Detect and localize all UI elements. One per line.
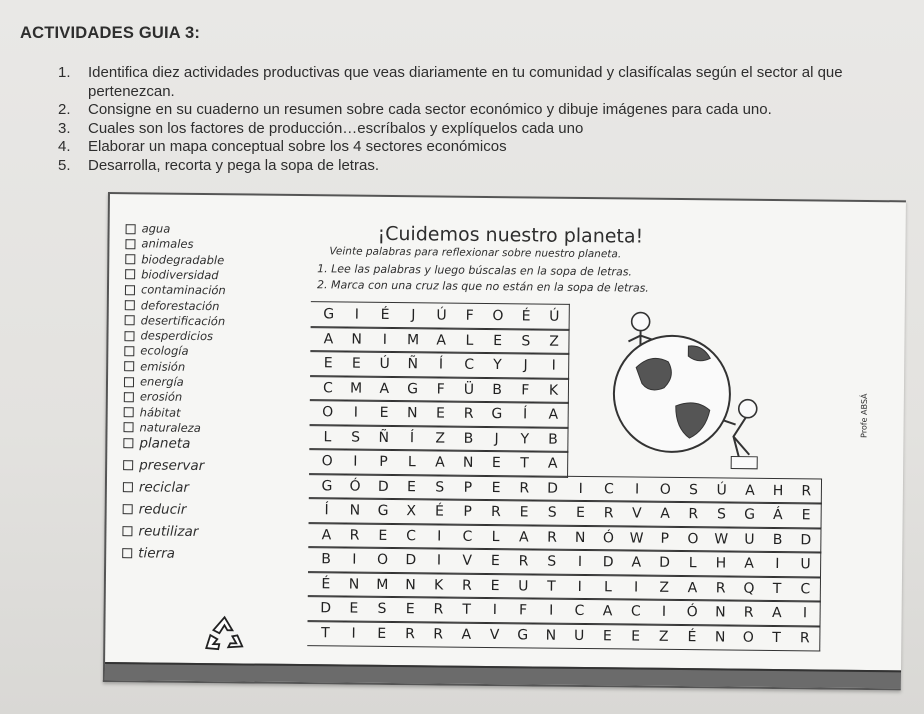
word-list-label: preservar — [139, 457, 205, 475]
word-list-item — [123, 501, 187, 518]
instructions-list — [58, 64, 858, 175]
grid-letter[interactable]: D — [320, 600, 332, 617]
grid-letter[interactable]: Í — [324, 502, 329, 519]
grid-letter[interactable]: R — [518, 553, 529, 570]
grid-letter[interactable]: D — [547, 480, 558, 497]
word-list-label: desperdicios — [140, 328, 214, 344]
word-list-item — [123, 420, 200, 435]
grid-letter[interactable]: D — [800, 531, 812, 548]
grid-letter[interactable]: Ú — [716, 481, 727, 498]
instruction-item — [58, 157, 858, 176]
instruction-text: Desarrolla, recorta y pega la sopa de letras. — [88, 156, 379, 174]
grid-letter[interactable]: N — [349, 502, 361, 519]
grid-letter[interactable]: L — [688, 555, 697, 572]
grid-letter[interactable]: I — [551, 357, 556, 374]
word-list-label: hábitat — [139, 404, 181, 420]
grid-letter[interactable]: T — [462, 601, 472, 618]
grid-letter[interactable]: Ñ — [407, 356, 419, 373]
grid-letter[interactable]: B — [463, 430, 474, 447]
checkbox-icon[interactable] — [124, 377, 134, 387]
grid-letter[interactable]: D — [377, 478, 389, 495]
grid-letter[interactable]: Í — [409, 429, 415, 446]
grid-letter[interactable]: S — [377, 600, 387, 617]
grid-letter[interactable]: T — [772, 629, 781, 646]
grid-letter[interactable]: É — [687, 628, 697, 645]
word-list-label: deforestación — [140, 297, 220, 313]
word-list-label: erosión — [139, 389, 183, 405]
grid-letter[interactable]: S — [351, 429, 361, 446]
word-list-item — [125, 252, 224, 267]
grid-letter[interactable]: Z — [435, 429, 446, 447]
grid-letter[interactable]: E — [602, 627, 612, 644]
word-list-item — [123, 457, 204, 474]
checkbox-icon[interactable] — [123, 504, 133, 514]
grid-letter[interactable]: L — [603, 578, 612, 595]
grid-letter[interactable]: J — [523, 357, 528, 374]
checkbox-icon[interactable] — [124, 392, 134, 402]
grid-letter[interactable]: R — [603, 505, 614, 522]
grid-letter[interactable]: O — [321, 453, 333, 470]
grid-letter[interactable]: K — [548, 382, 559, 399]
grid-letter[interactable]: V — [631, 505, 642, 522]
grid-letter[interactable]: A — [660, 505, 670, 522]
grid-letter[interactable]: É — [380, 306, 390, 323]
word-list-item — [122, 523, 198, 540]
grid-letter[interactable]: A — [631, 554, 642, 571]
grid-letter[interactable]: Á — [772, 506, 783, 524]
grid-letter[interactable]: A — [547, 455, 558, 472]
grid-letter[interactable]: A — [436, 331, 447, 349]
grid-letter[interactable]: M — [376, 576, 389, 593]
checkbox-icon[interactable] — [125, 239, 135, 249]
grid-letter[interactable]: Í — [522, 406, 528, 423]
grid-letter[interactable]: A — [323, 330, 334, 347]
grid-letter[interactable]: R — [801, 482, 812, 499]
checkbox-icon[interactable] — [122, 548, 132, 558]
grid-letter[interactable]: O — [659, 481, 671, 498]
word-list-label: ecología — [140, 343, 189, 359]
word-list-label: reducir — [138, 501, 187, 519]
grid-letter[interactable]: M — [406, 331, 420, 348]
grid-letter[interactable]: R — [519, 479, 530, 496]
grid-letter[interactable]: D — [602, 554, 614, 571]
grid-letter[interactable]: N — [715, 604, 726, 621]
grid-letter[interactable]: I — [802, 605, 808, 622]
grid-letter[interactable]: C — [464, 356, 475, 373]
word-list-label: planeta — [139, 435, 191, 453]
grid-letter[interactable]: E — [631, 628, 641, 645]
grid-letter[interactable]: A — [602, 603, 613, 620]
grid-letter[interactable]: Ú — [379, 355, 390, 372]
grid-letter[interactable]: O — [742, 629, 754, 646]
checkbox-icon[interactable] — [124, 346, 134, 356]
grid-letter[interactable]: G — [407, 380, 419, 397]
checkbox-icon[interactable] — [125, 315, 135, 325]
grid-letter[interactable]: R — [349, 527, 360, 544]
instruction-item — [58, 120, 858, 139]
grid-letter[interactable]: W — [714, 530, 729, 548]
checkbox-icon[interactable] — [124, 331, 134, 341]
grid-letter[interactable]: S — [435, 478, 445, 496]
word-list-label: contaminación — [140, 282, 226, 298]
grid-letter[interactable]: U — [573, 627, 585, 644]
grid-letter[interactable]: H — [772, 482, 784, 499]
grid-letter[interactable]: É — [434, 503, 444, 520]
grid-letter[interactable]: C — [406, 527, 416, 544]
grid-letter[interactable]: Í — [438, 356, 444, 373]
grid-letter[interactable]: Q — [743, 580, 755, 597]
instruction-text: Elaborar un mapa conceptual sobre los 4 sectores económicos — [88, 138, 507, 155]
word-list-label: biodiversidad — [141, 267, 219, 283]
grid-letter[interactable]: W — [629, 529, 644, 547]
grid-letter[interactable]: V — [489, 626, 500, 643]
instruction-text: Identifica diez actividades productivas que veas diariamente en tu comunidad y clasifícalas según el sector al que pertenezcan. — [88, 64, 843, 100]
grid-letter[interactable]: G — [517, 626, 529, 643]
grid-letter[interactable]: É — [521, 308, 531, 325]
grid-letter[interactable]: Y — [493, 357, 502, 374]
grid-letter[interactable]: Ü — [463, 381, 475, 398]
grid-letter[interactable]: O — [376, 551, 389, 568]
grid-letter[interactable]: E — [801, 507, 811, 524]
grid-letter[interactable]: E — [405, 601, 415, 618]
grid-letter[interactable]: A — [435, 454, 445, 471]
grid-letter[interactable]: E — [519, 504, 529, 521]
instruction-number: 1. — [58, 64, 71, 81]
word-list-item — [123, 435, 190, 452]
grid-letter[interactable]: I — [351, 625, 356, 642]
grid-letter[interactable]: G — [321, 477, 333, 494]
sheet-bottom-band — [105, 662, 901, 688]
word-list-item — [124, 328, 213, 343]
grid-letter[interactable]: Ú — [549, 308, 560, 325]
word-list-item — [125, 236, 193, 251]
grid-letter[interactable]: Z — [659, 579, 670, 596]
grid-letter[interactable]: T — [547, 578, 556, 595]
grid-letter[interactable]: I — [382, 331, 388, 348]
grid-letter[interactable]: Ó — [349, 478, 361, 495]
grid-letter[interactable]: U — [744, 531, 755, 548]
grid-letter[interactable]: C — [322, 379, 333, 396]
grid-letter[interactable]: N — [545, 627, 557, 644]
word-list-item — [124, 359, 185, 374]
grid-letter[interactable]: E — [491, 455, 501, 472]
grid-letter[interactable]: I — [634, 481, 640, 498]
grid-letter[interactable]: R — [715, 579, 726, 596]
grid-letter[interactable]: S — [688, 481, 699, 498]
grid-letter[interactable]: B — [548, 431, 558, 448]
instruction-item — [58, 101, 858, 120]
grid-letter[interactable]: C — [462, 528, 473, 545]
grid-letter[interactable]: A — [518, 528, 529, 545]
grid-letter[interactable]: R — [490, 504, 501, 521]
grid-letter[interactable]: R — [743, 604, 754, 621]
grid-letter[interactable]: D — [405, 552, 417, 569]
grid-letter[interactable]: I — [352, 551, 357, 568]
grid-letter[interactable]: P — [463, 479, 473, 496]
grid-letter[interactable]: E — [378, 527, 388, 544]
grid-letter[interactable]: E — [351, 355, 361, 372]
instruction-item — [58, 64, 858, 101]
word-list-label: tierra — [138, 545, 176, 562]
grid-letter[interactable]: L — [407, 454, 416, 471]
grid-letter[interactable]: O — [322, 404, 334, 421]
grid-letter[interactable]: P — [660, 530, 670, 547]
checkbox-icon[interactable] — [123, 460, 133, 470]
grid-letter[interactable]: N — [405, 576, 416, 593]
grid-letter[interactable]: R — [461, 577, 472, 594]
grid-letter[interactable]: N — [351, 331, 362, 348]
grid-letter[interactable]: B — [772, 531, 783, 548]
checkbox-icon[interactable] — [125, 300, 135, 310]
grid-letter[interactable]: T — [321, 624, 330, 641]
grid-letter[interactable]: Ó — [686, 604, 698, 621]
grid-letter[interactable]: E — [493, 332, 503, 349]
grid-letter[interactable]: K — [434, 576, 444, 594]
word-list-item — [122, 545, 175, 562]
grid-letter[interactable]: I — [578, 480, 583, 497]
grid-letter[interactable]: S — [716, 506, 726, 523]
grid-letter[interactable]: O — [492, 308, 504, 325]
grid-letter[interactable]: F — [436, 380, 445, 398]
grid-letter[interactable]: F — [518, 602, 528, 619]
grid-letter[interactable]: I — [549, 602, 554, 619]
word-search-subtitle: Veinte palabras para reflexionar sobre nuestro planeta. — [329, 245, 622, 261]
grid-letter[interactable]: É — [321, 575, 331, 592]
grid-letter[interactable]: C — [630, 603, 641, 620]
grid-letter[interactable]: I — [661, 603, 667, 620]
word-search-step: 1. Lee las palabras y luego búscalas en la sopa de letras. — [317, 262, 633, 279]
grid-letter[interactable]: U — [518, 577, 529, 594]
grid-letter[interactable]: R — [799, 629, 810, 646]
grid-letter[interactable]: E — [377, 625, 387, 642]
grid-letter[interactable]: A — [744, 555, 755, 572]
word-list-label: biodegradable — [141, 251, 225, 267]
grid-letter[interactable]: S — [521, 332, 531, 349]
grid-letter[interactable]: A — [687, 579, 698, 596]
grid-letter[interactable]: X — [406, 503, 417, 520]
grid-letter[interactable]: E — [490, 553, 500, 570]
grid-letter[interactable]: L — [465, 332, 474, 349]
grid-letter[interactable]: Z — [549, 333, 559, 350]
word-list-item — [125, 313, 226, 328]
grid-letter[interactable]: G — [323, 306, 335, 323]
checkbox-icon[interactable] — [123, 482, 133, 492]
grid-letter[interactable]: I — [775, 556, 780, 573]
checkbox-icon[interactable] — [125, 285, 135, 295]
word-search-sheet — [103, 192, 906, 690]
grid-letter[interactable]: Y — [520, 430, 530, 447]
checkbox-icon[interactable] — [123, 438, 133, 448]
grid-letter[interactable]: J — [411, 307, 416, 324]
grid-letter[interactable]: N — [462, 454, 474, 471]
word-list-label: animales — [141, 236, 194, 252]
recycle-icon — [201, 613, 247, 653]
grid-letter[interactable]: I — [436, 552, 442, 569]
grid-letter[interactable]: A — [548, 406, 559, 423]
instruction-item — [58, 138, 858, 157]
grid-letter[interactable]: F — [521, 381, 530, 398]
word-list-item — [125, 282, 226, 297]
grid-letter[interactable]: Ú — [436, 307, 447, 324]
grid-letter[interactable]: N — [406, 405, 418, 422]
word-list-item — [124, 374, 184, 389]
grid-letter[interactable]: R — [433, 601, 444, 618]
word-list-item — [124, 344, 188, 359]
instruction-text: Consigne en su cuaderno un resumen sobre cada sector económico y dibuje imágenes para cada uno. — [88, 101, 772, 118]
checkbox-icon[interactable] — [124, 407, 134, 417]
grid-letter[interactable]: A — [379, 380, 390, 397]
grid-letter[interactable]: I — [437, 527, 442, 545]
page-title: ACTIVIDADES GUIA 3: — [20, 24, 201, 42]
grid-letter[interactable]: E — [407, 478, 417, 495]
grid-letter[interactable]: I — [492, 602, 497, 619]
word-list-label: naturaleza — [139, 420, 201, 435]
grid-letter[interactable]: C — [603, 480, 614, 497]
instruction-number: 4. — [58, 138, 71, 155]
grid-letter[interactable]: C — [800, 580, 811, 597]
grid-letter[interactable]: D — [659, 554, 671, 571]
grid-letter[interactable]: I — [353, 453, 358, 470]
checkbox-icon[interactable] — [126, 224, 136, 234]
grid-letter[interactable]: T — [520, 455, 529, 472]
grid-letter[interactable]: N — [714, 628, 726, 645]
credit-text: Profe ABSÁ — [859, 393, 869, 438]
grid-letter[interactable]: N — [574, 529, 586, 546]
grid-letter[interactable]: E — [435, 405, 446, 422]
grid-letter[interactable]: P — [463, 503, 472, 520]
grid-letter[interactable]: A — [321, 526, 332, 543]
grid-letter[interactable]: H — [715, 555, 727, 572]
word-list-label: desertificación — [140, 313, 226, 329]
grid-letter[interactable]: E — [490, 577, 500, 594]
grid-letter[interactable]: B — [492, 381, 503, 398]
grid-letter[interactable]: I — [633, 579, 639, 596]
grid-letter[interactable]: J — [494, 430, 499, 447]
grid-letter[interactable]: B — [321, 551, 332, 568]
grid-letter[interactable]: R — [433, 625, 444, 643]
word-list-label: emisión — [140, 359, 186, 374]
grid-letter[interactable]: Ó — [602, 529, 615, 546]
grid-letter[interactable]: I — [354, 306, 360, 323]
grid-letter[interactable]: I — [577, 578, 582, 595]
grid-letter[interactable]: U — [800, 556, 811, 573]
grid-letter[interactable]: E — [323, 355, 333, 372]
grid-letter[interactable]: Ñ — [378, 429, 390, 446]
globe-illustration — [605, 297, 797, 489]
grid-letter[interactable]: O — [687, 530, 699, 547]
instruction-number: 2. — [58, 101, 71, 118]
grid-letter[interactable]: M — [350, 380, 363, 397]
grid-letter[interactable]: A — [461, 626, 472, 643]
grid-letter[interactable]: R — [463, 405, 474, 422]
grid-letter[interactable]: P — [379, 453, 388, 470]
grid-letter[interactable]: A — [771, 604, 782, 622]
word-list-label: energía — [139, 374, 184, 389]
grid-letter[interactable]: S — [547, 553, 557, 570]
checkbox-icon[interactable] — [122, 526, 132, 536]
grid-letter[interactable]: V — [462, 552, 473, 569]
word-search-step: 2. Marca con una cruz las que no están en la sopa de letras. — [316, 278, 649, 295]
word-list-label: reutilizar — [138, 523, 199, 541]
word-list-item — [126, 221, 171, 235]
grid-letter[interactable]: L — [323, 428, 332, 445]
word-list-item — [125, 298, 220, 313]
word-list-item — [125, 267, 219, 282]
instruction-number: 3. — [58, 119, 71, 137]
grid-letter[interactable]: A — [745, 482, 755, 499]
grid-letter[interactable]: E — [575, 504, 585, 522]
word-list-item — [124, 389, 183, 404]
grid-letter[interactable]: C — [574, 602, 585, 620]
grid-letter[interactable]: F — [465, 307, 474, 324]
grid-letter[interactable]: E — [379, 404, 389, 421]
grid-letter[interactable]: I — [577, 553, 583, 570]
grid-letter[interactable]: G — [744, 506, 756, 523]
word-list-label: reciclar — [138, 479, 190, 497]
word-list-item — [124, 405, 181, 420]
checkbox-icon[interactable] — [125, 270, 135, 280]
grid-letter[interactable]: R — [688, 506, 699, 523]
grid-letter[interactable]: E — [491, 479, 501, 496]
grid-letter[interactable]: T — [772, 580, 782, 597]
checkbox-icon[interactable] — [124, 361, 134, 371]
word-list-label: agua — [141, 221, 171, 236]
grid-letter[interactable]: Z — [658, 628, 669, 645]
grid-letter[interactable]: N — [348, 576, 360, 593]
grid-letter[interactable]: R — [547, 529, 557, 546]
grid-letter[interactable]: L — [491, 528, 500, 545]
grid-letter[interactable]: S — [547, 504, 557, 521]
instruction-text: Cuales son los factores de producción…escríbalos y explíquelos cada uno — [88, 119, 584, 137]
checkbox-icon[interactable] — [125, 254, 135, 264]
grid-letter[interactable]: G — [377, 502, 389, 519]
grid-letter[interactable]: E — [349, 600, 359, 617]
instruction-number: 5. — [58, 156, 71, 174]
word-list-item — [123, 479, 189, 496]
word-search-title: ¡Cuidemos nuestro planeta! — [377, 222, 644, 248]
grid-letter[interactable]: I — [353, 404, 359, 421]
checkbox-icon[interactable] — [123, 423, 133, 433]
grid-letter[interactable]: G — [491, 406, 503, 423]
grid-letter[interactable]: R — [405, 625, 415, 642]
